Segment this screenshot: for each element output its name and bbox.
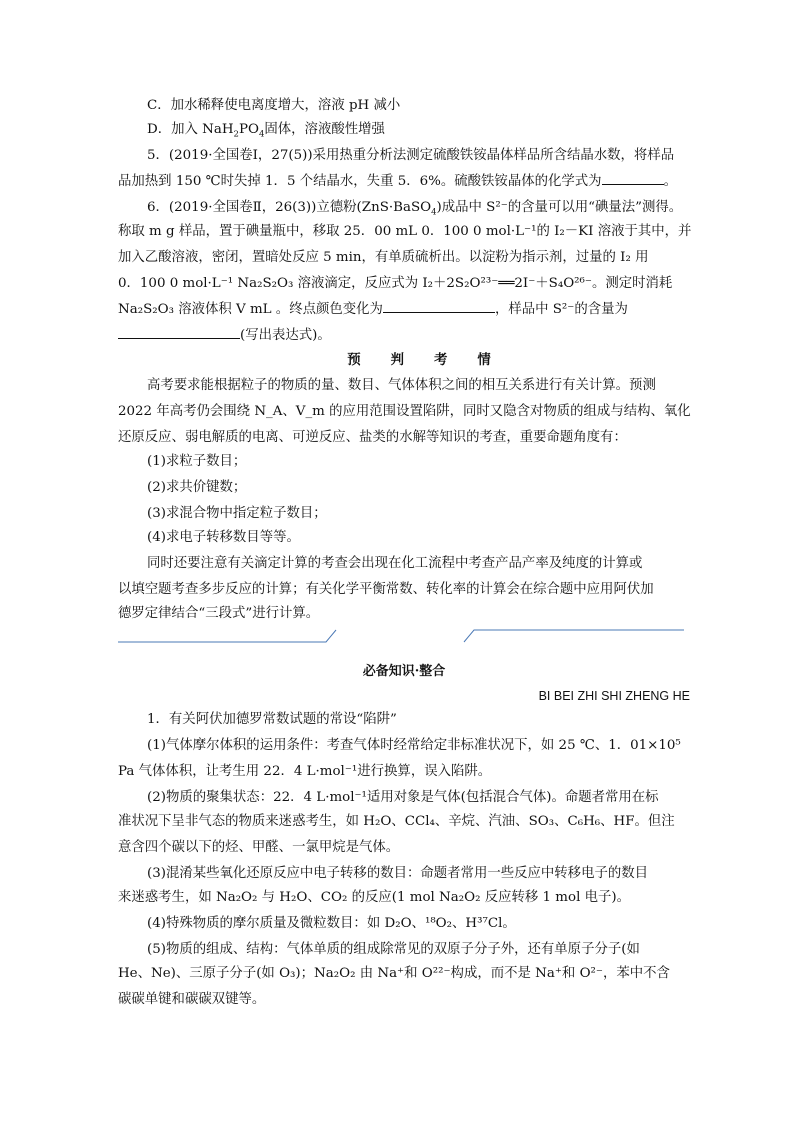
knowledge-paragraph: (4)特殊物质的摩尔质量及微粒数目：如 D₂O、¹⁸O₂、H³⁷Cl。 — [147, 916, 516, 931]
answer-blank[interactable] — [383, 298, 495, 313]
forecast-paragraph: 高考要求能根据粒子的物质的量、数目、气体体积之间的相互关系进行有关计算。预测 — [147, 378, 656, 393]
knowledge-paragraph: (5)物质的组成、结构：气体单质的组成除常见的双原子分子外，还有单原子分子(如 — [147, 942, 640, 957]
knowledge-paragraph: (3)混淆某些氧化还原反应中电子转移的数目：命题者常用一些反应中转移电子的数目 — [147, 866, 649, 881]
knowledge-paragraph: (2)物质的聚集状态：22．4 L·mol⁻¹适用对象是气体(包括混合气体)。命题者常用在标 — [147, 790, 659, 805]
question-5-line-1: 5．(2019·全国卷Ⅰ，27(5))采用热重分析法测定硫酸铁铵晶体样品所含结晶水数，将样品 — [147, 148, 675, 163]
question-6-line-6: (写出表达式)。 — [118, 324, 690, 344]
knowledge-paragraph: 意含四个碳以下的烃、甲醛、一氯甲烷是气体。 — [118, 840, 400, 855]
question-6-line-1: 6．(2019·全国卷Ⅱ，26(3))立德粉(ZnS·BaSO$_4$)成品中 S²⁻的含量可以用“碘量法”测得。 — [147, 200, 683, 218]
answer-blank[interactable] — [118, 324, 240, 339]
section-title: 预判考情 — [347, 352, 521, 368]
knowledge-paragraph: He、Ne)、三原子分子(如 O₃)；Na₂O₂ 由 Na⁺和 O²²⁻构成，而不是 Na⁺和 O²⁻，苯中不含 — [118, 966, 670, 981]
forecast-item: (1)求粒子数目； — [147, 454, 247, 469]
knowledge-pinyin: BI BEI ZHI SHI ZHENG HE — [538, 689, 690, 703]
knowledge-paragraph: (1)气体摩尔体积的运用条件：考查气体时经常给定非标准状况下，如 25 ℃、1．01×10⁵ — [147, 738, 681, 753]
forecast-item: (2)求共价键数； — [147, 480, 247, 495]
forecast-paragraph: 同时还要注意有关滴定计算的考查会出现在化工流程中考查产品产率及纯度的计算或 — [147, 556, 643, 571]
forecast-item: (3)求混合物中指定粒子数目； — [147, 506, 327, 521]
forecast-paragraph: 2022 年高考仍会围绕 N_A、V_m 的应用范围设置陷阱，同时又隐含对物质的组成与结构、氧化 — [118, 404, 691, 419]
knowledge-title: 必备知识·整合 — [362, 664, 446, 679]
section-divider — [118, 626, 686, 646]
question-5-line-2: 品加热到 150 ℃时失掉 1．5 个结晶水，失重 5．6%。硫酸铁铵晶体的化学式为 。 — [118, 170, 690, 190]
question-6-line-5: Na₂S₂O₃ 溶液体积 V mL 。终点颜色变化为 ，样品中 S²⁻的含量为 — [118, 298, 690, 318]
option-c: C．加水稀释使电离度增大，溶液 pH 减小 — [147, 98, 401, 113]
knowledge-heading: 1．有关阿伏加德罗常数试题的常设“陷阱” — [147, 712, 397, 727]
question-6-line-2: 称取 m g 样品，置于碘量瓶中，移取 25．00 mL 0．100 0 mol·L⁻¹的 I₂－KI 溶液于其中，并 — [118, 224, 692, 239]
knowledge-paragraph: 来迷惑考生，如 Na₂O₂ 与 H₂O、CO₂ 的反应(1 mol Na₂O₂ 反应转移 1 mol 电子)。 — [118, 890, 631, 905]
knowledge-paragraph: 碳碳单键和碳碳双键等。 — [118, 992, 266, 1007]
question-6-line-3: 加入乙酸溶液，密闭，置暗处反应 5 min，有单质硫析出。以淀粉为指示剂，过量的 I₂ 用 — [118, 250, 649, 265]
forecast-paragraph: 德罗定律结合“三段式”进行计算。 — [118, 606, 320, 621]
question-6-line-4: 0．100 0 mol·L⁻¹ Na₂S₂O₃ 溶液滴定，反应式为 I₂＋2S₂O²³⁻══2I⁻＋S₄O²⁶⁻。测定时消耗 — [118, 276, 673, 291]
forecast-item: (4)求电子转移数目等等。 — [147, 530, 300, 545]
answer-blank[interactable] — [602, 170, 664, 185]
option-d: D．加入 $NaH_2PO_4$固体，溶液酸性增强 — [147, 122, 385, 140]
forecast-paragraph: 以填空题考查多步反应的计算；有关化学平衡常数、转化率的计算会在综合题中应用阿伏加 — [118, 582, 654, 597]
forecast-paragraph: 还原反应、弱电解质的电离、可逆反应、盐类的水解等知识的考查，重要命题角度有： — [118, 430, 627, 445]
knowledge-paragraph: 准状况下呈非气态的物质来迷惑考生，如 H₂O、CCl₄、辛烷、汽油、SO₃、C₆H₆、HF。但注 — [118, 814, 675, 829]
knowledge-paragraph: Pa 气体体积，让考生用 22．4 L·mol⁻¹进行换算，误入陷阱。 — [118, 764, 492, 779]
